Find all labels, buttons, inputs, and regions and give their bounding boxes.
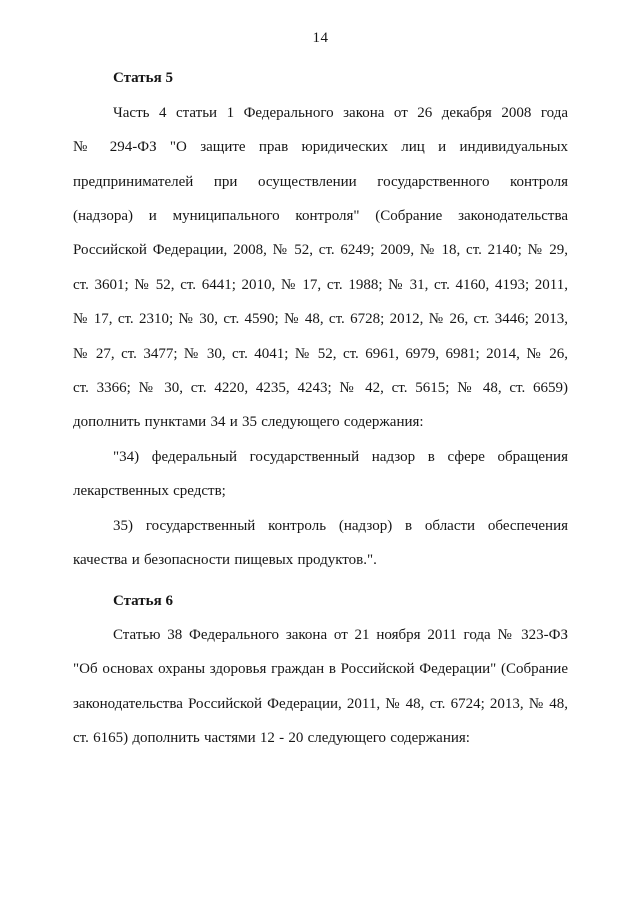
paragraph-line: "Об основах охраны здоровья граждан в Российской Федерации" (Собрание — [73, 661, 568, 678]
paragraph-line: ст. 3601; № 52, ст. 6441; 2010, № 17, ст. 1988; № 31, ст. 4160, 4193; 2011, — [73, 276, 568, 293]
article-heading: Статья 5 — [113, 70, 173, 87]
paragraph-line: ст. 6165) дополнить частями 12 - 20 следующего содержания: — [73, 730, 470, 747]
paragraph-line: № 294-ФЗ "О защите прав юридических лиц и индивидуальных — [73, 139, 568, 156]
paragraph-line: Часть 4 статьи 1 Федерального закона от 26 декабря 2008 года — [113, 104, 568, 121]
paragraph-line: ст. 3366; № 30, ст. 4220, 4235, 4243; № 42, ст. 5615; № 48, ст. 6659) — [73, 380, 568, 397]
paragraph-line: № 27, ст. 3477; № 30, ст. 4041; № 52, ст. 6961, 6979, 6981; 2014, № 26, — [73, 345, 568, 362]
paragraph-line: законодательства Российской Федерации, 2011, № 48, ст. 6724; 2013, № 48, — [73, 695, 568, 712]
paragraph-line: Российской Федерации, 2008, № 52, ст. 6249; 2009, № 18, ст. 2140; № 29, — [73, 242, 568, 259]
paragraph-line: 35) государственный контроль (надзор) в области обеспечения — [113, 517, 568, 534]
paragraph — [73, 96, 568, 440]
paragraph-line: качества и безопасности пищевых продуктов.". — [73, 552, 377, 569]
paragraph-line: дополнить пунктами 34 и 35 следующего содержания: — [73, 414, 424, 431]
article-heading: Статья 6 — [113, 592, 173, 609]
paragraph — [73, 509, 568, 578]
paragraph-line: Статью 38 Федерального закона от 21 ноября 2011 года № 323-ФЗ — [113, 626, 568, 643]
paragraph-line: "34) федеральный государственный надзор в сфере обращения — [113, 448, 568, 465]
paragraph-line: № 17, ст. 2310; № 30, ст. 4590; № 48, ст. 6728; 2012, № 26, ст. 3446; 2013, — [73, 311, 568, 328]
paragraph — [73, 440, 568, 509]
paragraph-line: лекарственных средств; — [73, 483, 226, 500]
document-body — [73, 61, 568, 755]
page-number: 14 — [312, 30, 329, 46]
paragraph — [73, 618, 568, 756]
paragraph-line: (надзора) и муниципального контроля" (Собрание законодательства — [73, 208, 568, 225]
paragraph-line: предпринимателей при осуществлении государственного контроля — [73, 173, 568, 190]
